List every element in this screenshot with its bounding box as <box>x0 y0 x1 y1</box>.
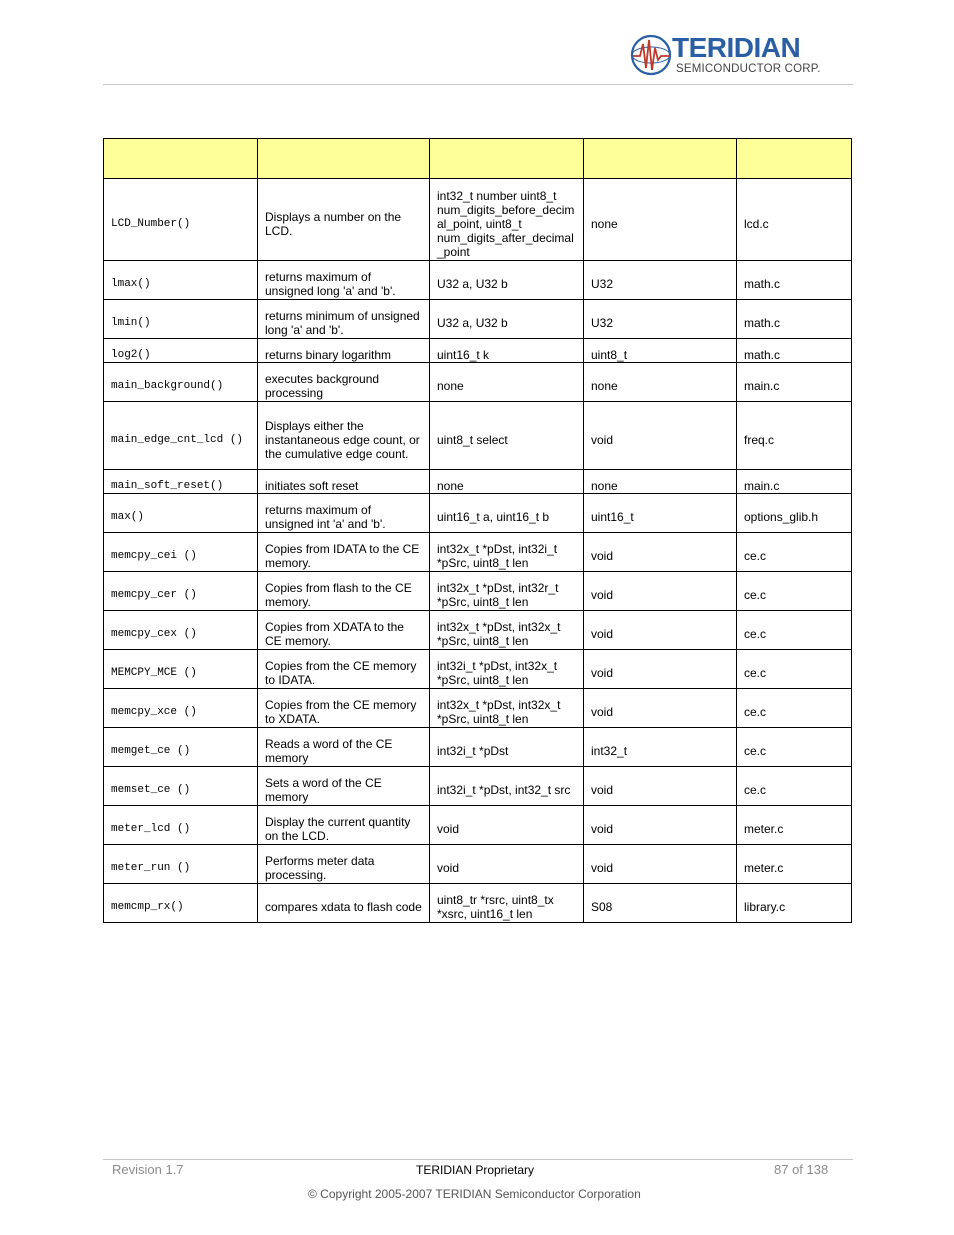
table-row <box>104 300 852 339</box>
description-cell <box>258 845 430 884</box>
return-type-cell-text: void <box>591 432 614 447</box>
arguments-cell-text: int32i_t *pDst, int32_t src <box>437 783 571 797</box>
arguments-cell-text: int32_t number uint8_t num_digits_before_decimal_point, uint8_t num_digits_after_decimal_point <box>437 188 575 259</box>
return-type-cell <box>584 806 737 845</box>
source-file-cell <box>737 884 852 923</box>
arguments-cell-text: int32x_t *pDst, int32i_t *pSrc, uint8_t len <box>437 542 558 570</box>
table-row <box>104 611 852 650</box>
return-type-cell <box>584 402 737 470</box>
function-name-cell <box>104 806 258 845</box>
description-cell-text: returns binary logarithm <box>265 347 392 362</box>
source-file-cell <box>737 300 852 339</box>
table-row <box>104 261 852 300</box>
description-cell-text: returns maximum of unsigned long 'a' and 'b'. <box>265 270 396 298</box>
source-file-cell-text: ce.c <box>744 705 767 719</box>
arguments-cell <box>430 339 584 363</box>
description-cell <box>258 884 430 923</box>
function-name-cell <box>104 845 258 884</box>
function-name-cell-text: main_background() <box>111 380 224 392</box>
function-name-cell-text: memset_ce () <box>111 784 191 796</box>
function-name-cell-text: MEMCPY_MCE () <box>111 667 197 679</box>
return-type-cell <box>584 845 737 884</box>
function-name-cell-text: meter_run () <box>111 862 191 874</box>
source-file-cell-text: ce.c <box>744 588 767 602</box>
source-file-cell-text: main.c <box>744 478 780 493</box>
table-row <box>104 179 852 261</box>
description-cell-text: Copies from the CE memory to IDATA. <box>265 659 417 687</box>
arguments-cell <box>430 806 584 845</box>
return-type-cell <box>584 470 737 494</box>
function-name-cell <box>104 728 258 767</box>
source-file-cell <box>737 402 852 470</box>
description-cell <box>258 650 430 689</box>
arguments-cell <box>430 363 584 402</box>
source-file-cell <box>737 339 852 363</box>
return-type-cell <box>584 611 737 650</box>
arguments-cell-text: int32x_t *pDst, int32r_t *pSrc, uint8_t len <box>437 581 559 609</box>
arguments-cell <box>430 300 584 339</box>
description-cell <box>258 689 430 728</box>
return-type-cell-text: void <box>591 783 614 797</box>
function-name-cell-text: log2() <box>111 348 151 361</box>
arguments-cell <box>430 845 584 884</box>
arguments-cell-text: uint8_tr *rsrc, uint8_tx *xsrc, uint16_t len <box>437 893 554 921</box>
return-type-cell-text: int32_t <box>591 744 628 758</box>
arguments-cell-text: U32 a, U32 b <box>437 316 508 330</box>
logo-globe-icon <box>630 34 674 78</box>
function-name-cell <box>104 572 258 611</box>
source-file-cell-text: math.c <box>744 347 781 362</box>
return-type-cell <box>584 728 737 767</box>
source-file-cell <box>737 806 852 845</box>
source-file-cell <box>737 767 852 806</box>
table-row <box>104 339 852 363</box>
function-name-cell <box>104 402 258 470</box>
return-type-cell-text: void <box>591 549 614 563</box>
description-cell-text: Copies from flash to the CE memory. <box>265 581 412 609</box>
source-file-cell-text: math.c <box>744 277 781 291</box>
source-file-cell <box>737 689 852 728</box>
teridian-logo <box>630 32 830 80</box>
return-type-cell-text: uint16_t <box>591 510 634 524</box>
return-type-cell <box>584 572 737 611</box>
description-cell-text: Copies from XDATA to the CE memory. <box>265 620 404 648</box>
source-file-cell-text: meter.c <box>744 822 784 836</box>
footer-divider <box>103 1159 853 1160</box>
table-row <box>104 728 852 767</box>
function-name-cell <box>104 339 258 363</box>
source-file-cell <box>737 363 852 402</box>
description-cell-text: Copies from IDATA to the CE memory. <box>265 542 420 570</box>
logo-subtitle: SEMICONDUCTOR CORP. <box>676 63 821 75</box>
arguments-cell <box>430 728 584 767</box>
return-type-cell-text: uint8_t <box>591 347 628 362</box>
function-name-cell <box>104 611 258 650</box>
source-file-cell <box>737 650 852 689</box>
description-cell-text: Display the current quantity on the LCD. <box>265 815 411 843</box>
return-type-cell <box>584 494 737 533</box>
arguments-cell-text: none <box>437 379 464 393</box>
return-type-cell <box>584 533 737 572</box>
table-row <box>104 884 852 923</box>
function-name-cell-text: main_soft_reset() <box>111 479 224 492</box>
arguments-cell <box>430 179 584 261</box>
function-name-cell-text: memcmp_rx() <box>111 901 184 913</box>
arguments-cell <box>430 494 584 533</box>
table-row <box>104 572 852 611</box>
return-type-cell <box>584 689 737 728</box>
table-row <box>104 363 852 402</box>
footer-copyright: © Copyright 2005-2007 TERIDIAN Semiconductor Corporation <box>308 1187 641 1201</box>
function-name-cell <box>104 179 258 261</box>
source-file-cell-text: ce.c <box>744 549 767 563</box>
description-cell <box>258 179 430 261</box>
source-file-cell-text: ce.c <box>744 666 767 680</box>
source-file-cell-text: main.c <box>744 379 780 393</box>
arguments-cell-text: int32x_t *pDst, int32x_t *pSrc, uint8_t len <box>437 620 561 648</box>
return-type-cell-text: void <box>591 666 614 680</box>
column-header <box>584 139 737 179</box>
table-row <box>104 806 852 845</box>
source-file-cell <box>737 470 852 494</box>
column-header <box>430 139 584 179</box>
function-name-cell <box>104 533 258 572</box>
return-type-cell <box>584 261 737 300</box>
table-header-row <box>104 139 852 179</box>
function-name-cell-text: LCD_Number() <box>111 217 191 230</box>
footer-revision: Revision 1.7 <box>112 1162 184 1177</box>
arguments-cell <box>430 689 584 728</box>
arguments-cell-text: void <box>437 861 460 875</box>
column-header <box>258 139 430 179</box>
source-file-cell-text: lcd.c <box>744 216 769 231</box>
description-cell <box>258 611 430 650</box>
return-type-cell <box>584 650 737 689</box>
description-cell-text: executes background processing <box>265 372 380 400</box>
source-file-cell <box>737 179 852 261</box>
function-name-cell-text: meter_lcd () <box>111 823 191 835</box>
source-file-cell-text: ce.c <box>744 627 767 641</box>
return-type-cell-text: void <box>591 705 614 719</box>
table-row <box>104 494 852 533</box>
description-cell <box>258 533 430 572</box>
arguments-cell-text: int32i_t *pDst <box>437 744 509 758</box>
return-type-cell <box>584 339 737 363</box>
description-cell-text: returns minimum of unsigned long 'a' and 'b'. <box>265 309 420 337</box>
description-cell-text: Reads a word of the CE memory <box>265 737 393 765</box>
function-name-cell-text: memcpy_cer () <box>111 589 197 601</box>
return-type-cell <box>584 767 737 806</box>
logo-name: TERIDIAN <box>672 32 801 63</box>
table-row <box>104 767 852 806</box>
description-cell <box>258 363 430 402</box>
return-type-cell-text: none <box>591 478 618 493</box>
arguments-cell <box>430 767 584 806</box>
function-name-cell-text: memcpy_xce () <box>111 706 197 718</box>
function-table <box>103 138 852 923</box>
description-cell <box>258 572 430 611</box>
arguments-cell-text: uint16_t a, uint16_t b <box>437 510 550 524</box>
return-type-cell-text: U32 <box>591 277 614 291</box>
table-row <box>104 402 852 470</box>
description-cell-text: compares xdata to flash code <box>265 900 422 914</box>
function-name-cell <box>104 767 258 806</box>
column-header <box>104 139 258 179</box>
description-cell <box>258 402 430 470</box>
arguments-cell <box>430 611 584 650</box>
description-cell-text: returns maximum of unsigned int 'a' and 'b'. <box>265 503 386 531</box>
source-file-cell <box>737 611 852 650</box>
arguments-cell-text: int32i_t *pDst, int32x_t *pSrc, uint8_t len <box>437 659 558 687</box>
description-cell <box>258 767 430 806</box>
description-cell-text: Displays either the instantaneous edge count, or the cumulative edge count. <box>265 418 420 461</box>
source-file-cell-text: options_glib.h <box>744 510 819 524</box>
return-type-cell-text: S08 <box>591 900 613 914</box>
return-type-cell-text: void <box>591 588 614 602</box>
table-row <box>104 470 852 494</box>
description-cell <box>258 261 430 300</box>
function-name-cell <box>104 494 258 533</box>
source-file-cell-text: ce.c <box>744 744 767 758</box>
return-type-cell-text: none <box>591 216 618 231</box>
source-file-cell-text: meter.c <box>744 861 784 875</box>
footer-page-number: 87 of 138 <box>774 1162 829 1177</box>
arguments-cell-text: none <box>437 478 464 493</box>
return-type-cell <box>584 179 737 261</box>
description-cell <box>258 728 430 767</box>
function-name-cell-text: memcpy_cex () <box>111 628 197 640</box>
function-name-cell <box>104 363 258 402</box>
function-name-cell <box>104 884 258 923</box>
return-type-cell-text: void <box>591 861 614 875</box>
table-row <box>104 533 852 572</box>
source-file-cell-text: freq.c <box>744 432 775 447</box>
function-name-cell-text: main_edge_cnt_lcd () <box>111 433 244 446</box>
function-name-cell-text: lmin() <box>111 317 151 329</box>
arguments-cell-text: uint8_t select <box>437 432 508 447</box>
description-cell <box>258 339 430 363</box>
source-file-cell <box>737 572 852 611</box>
function-name-cell <box>104 689 258 728</box>
description-cell-text: Copies from the CE memory to XDATA. <box>265 698 417 726</box>
return-type-cell-text: U32 <box>591 316 614 330</box>
description-cell-text: initiates soft reset <box>265 478 359 493</box>
function-name-cell <box>104 470 258 494</box>
arguments-cell <box>430 533 584 572</box>
function-name-cell-text: lmax() <box>111 278 151 290</box>
description-cell-text: Performs meter data processing. <box>265 854 375 882</box>
column-header <box>737 139 852 179</box>
function-name-cell-text: max() <box>111 511 145 523</box>
arguments-cell <box>430 650 584 689</box>
table-row <box>104 689 852 728</box>
return-type-cell <box>584 884 737 923</box>
arguments-cell <box>430 261 584 300</box>
source-file-cell <box>737 845 852 884</box>
arguments-cell <box>430 470 584 494</box>
arguments-cell-text: uint16_t k <box>437 347 490 362</box>
source-file-cell <box>737 533 852 572</box>
return-type-cell-text: none <box>591 379 618 393</box>
arguments-cell <box>430 402 584 470</box>
table-row <box>104 845 852 884</box>
source-file-cell <box>737 728 852 767</box>
return-type-cell-text: void <box>591 627 614 641</box>
description-cell-text: Displays a number on the LCD. <box>265 209 402 238</box>
source-file-cell <box>737 494 852 533</box>
footer-proprietary: TERIDIAN Proprietary <box>416 1163 535 1177</box>
arguments-cell-text: int32x_t *pDst, int32x_t *pSrc, uint8_t len <box>437 698 561 726</box>
function-name-cell-text: memget_ce () <box>111 745 191 757</box>
table-row <box>104 650 852 689</box>
return-type-cell <box>584 363 737 402</box>
source-file-cell <box>737 261 852 300</box>
description-cell-text: Sets a word of the CE memory <box>265 776 382 804</box>
function-name-cell <box>104 261 258 300</box>
description-cell <box>258 494 430 533</box>
arguments-cell-text: void <box>437 822 460 836</box>
function-name-cell-text: memcpy_cei () <box>111 550 197 562</box>
description-cell <box>258 470 430 494</box>
description-cell <box>258 300 430 339</box>
arguments-cell <box>430 884 584 923</box>
source-file-cell-text: math.c <box>744 316 781 330</box>
description-cell <box>258 806 430 845</box>
arguments-cell-text: U32 a, U32 b <box>437 277 508 291</box>
return-type-cell <box>584 300 737 339</box>
function-name-cell <box>104 300 258 339</box>
header-divider <box>103 84 853 85</box>
arguments-cell <box>430 572 584 611</box>
source-file-cell-text: ce.c <box>744 783 767 797</box>
return-type-cell-text: void <box>591 822 614 836</box>
source-file-cell-text: library.c <box>744 900 786 914</box>
function-name-cell <box>104 650 258 689</box>
